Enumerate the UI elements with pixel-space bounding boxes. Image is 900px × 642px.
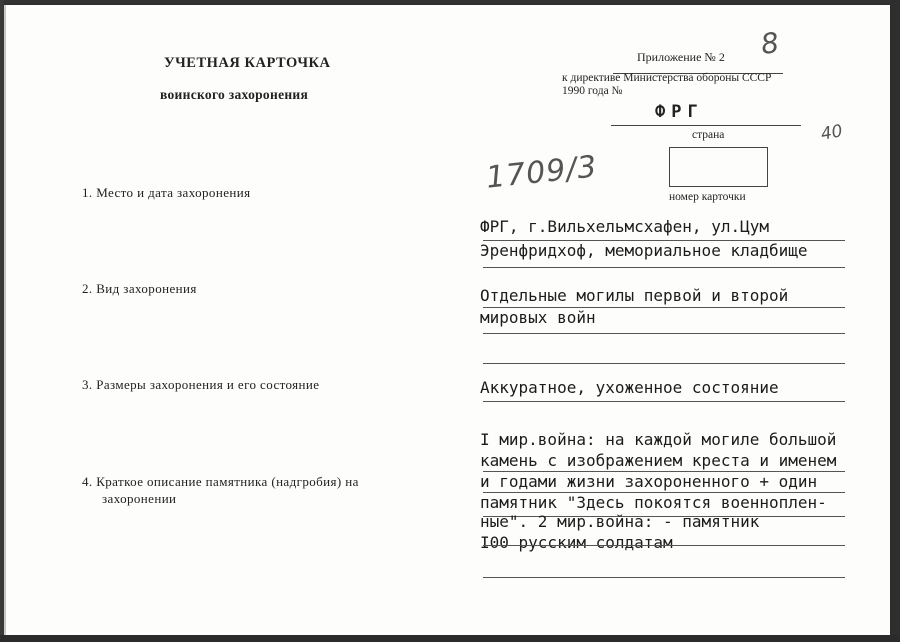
field-4-line-2: камень с изображением креста и именем — [480, 451, 837, 470]
field-2-line-2: мировых войн — [480, 308, 596, 327]
card-number-caption: номер карточки — [669, 191, 746, 203]
field-3-rule-1 — [483, 401, 845, 402]
directive-line-2: 1990 года № — [562, 85, 623, 97]
handwritten-registry-number: 1709/3 — [484, 149, 600, 196]
field-1-label: 1. Место и дата захоронения — [82, 185, 251, 200]
field-4-line-3: и годами жизни захороненного + один — [480, 472, 818, 491]
scan-border-bottom — [0, 635, 900, 642]
card-number-box — [669, 147, 768, 187]
field-4-rule-4 — [483, 545, 845, 546]
record-card — [6, 5, 890, 635]
field-4-label: 4. Краткое описание памятника (надгробия) на — [82, 474, 359, 489]
field-2-rule-2 — [483, 333, 845, 334]
field-2-line-1: Отдельные могилы первой и второй — [480, 286, 789, 305]
scan-border-left — [0, 0, 4, 642]
handwritten-corner-number: 40 — [819, 121, 845, 145]
field-4-rule-5 — [483, 577, 845, 578]
field-2-rule-3 — [483, 363, 845, 364]
field-1-rule-2 — [483, 267, 845, 268]
field-2-label: 2. Вид захоронения — [82, 281, 197, 296]
country-caption: страна — [692, 129, 725, 141]
field-3-label: 3. Размеры захоронения и его состояние — [82, 377, 320, 392]
card-subtitle: воинского захоронения — [160, 87, 309, 102]
appendix-label: Приложение № 2 — [637, 50, 725, 64]
field-4-label-continuation: захоронении — [102, 491, 177, 506]
field-3-line-1: Аккуратное, ухоженное состояние — [480, 378, 779, 397]
country-underline — [611, 125, 801, 126]
scan-border-right — [890, 0, 900, 642]
directive-line-1: к директиве Министерства обороны СССР — [562, 72, 772, 84]
country-value: ФРГ — [655, 102, 704, 122]
field-4-line-1: I мир.война: на каждой могиле большой — [480, 430, 837, 449]
handwritten-appendix-digit: 8 — [758, 25, 782, 62]
card-title: УЧЕТНАЯ КАРТОЧКА — [164, 55, 331, 71]
field-4-line-4: памятник "Здесь покоятся военноплен- — [480, 493, 827, 512]
field-1-line-1: ФРГ, г.Вильхельмсхафен, ул.Цум — [480, 217, 769, 236]
field-1-line-2: Эренфридхоф, мемориальное кладбище — [480, 241, 808, 260]
field-4-line-5: ные". 2 мир.война: - памятник — [480, 512, 760, 531]
field-4-line-6: I00 русским солдатам — [480, 533, 673, 552]
